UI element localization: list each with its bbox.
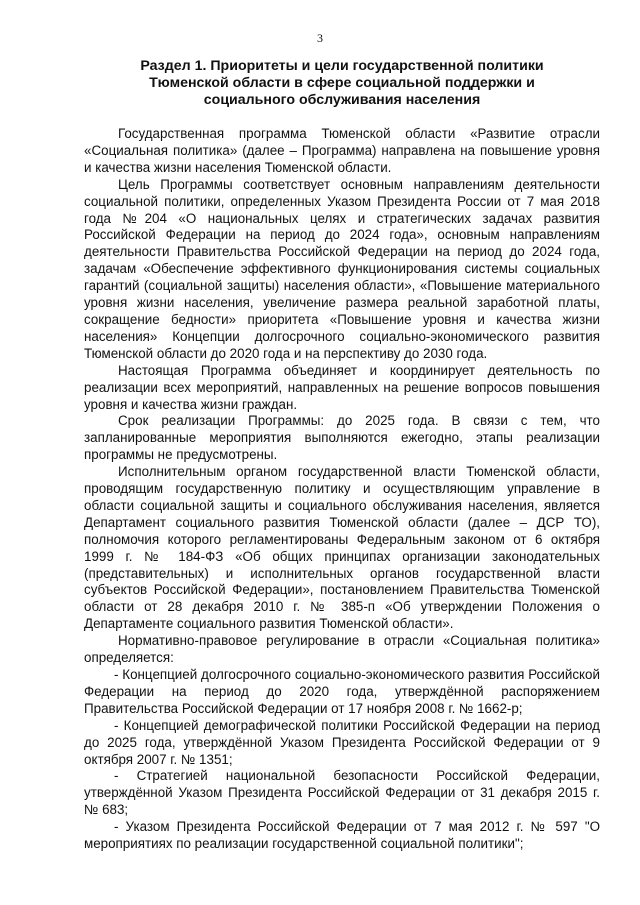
list-item: - Концепцией демографической политики Российской Федерации на период до 2025 года, утверждённой Указом Президента Российской Федерации от 9 октября 2007 г. № 1351; [84,717,600,767]
document-body [84,126,600,853]
paragraph-program-goal: Цель Программы соответствует основным направлениям деятельности социальной политики, определенных Указом Президента России от 7 мая 2018 года №204 «О национальных целях и стратегических задачах развития Российской Федерации на период до 2024 года», основным направлениям деятельности Правительства Российской Федерации на период до 2024 года, задачам «Обеспечение эффективного функционирования системы социальных гарантий (социальной защиты) населения области», «Повышение материального уровня жизни населения, увеличение размера реальной заработной платы, сокращение бедности» приоритета «Повышение уровня и качества жизни населения» Концепции долгосрочного социально-экономического развития Тюменской области до 2020 года и на перспективу до 2030 года. [84,176,600,361]
page-number: 3 [317,31,323,45]
list-item: - Указом Президента Российской Федерации от 7 мая 2012 г. № 597 "О мероприятиях по реализации государственной социальной политики"; [84,819,600,852]
paragraph-program-term: Срок реализации Программы: до 2025 года. В связи с тем, что запланированные мероприятия выполняются ежегодно, этапы реализации программы не предусмотрены. [84,413,600,463]
section-heading-line: Тюменской области в сфере социальной поддержки и [149,75,535,91]
paragraph-program-coordination: Настоящая Программа объединяет и координирует деятельность по реализации всех мероприятий, направленных на решение вопросов повышения уровня и качества жизни граждан. [84,362,600,412]
section-heading-line: социального обслуживания населения [203,92,481,108]
paragraph-executive-body: Исполнительным органом государственной власти Тюменской области, проводящим государственную политику и осуществляющим управление в области социальной защиты и социального обслуживания населения, является Департамент социального развития Тюменской области (далее – ДСР ТО), полномочия которого регламентированы Федеральным законом от 6 октября 1999 г. № 184-ФЗ «Об общих принципах организации законодательных (представительных) и исполнительных органов государственной власти субъектов Российской Федерации», постановлением Правительства Тюменской области от 28 декабря 2010 г. № 385-п «Об утверждении Положения о Департаменте социального развития Тюменской области». [84,464,600,632]
list-item: - Стратегией национальной безопасности Российской Федерации, утверждённой Указом Президента Российской Федерации от 31 декабря 2015 г. № 683; [84,768,600,818]
paragraph-regulation-intro: Нормативно-правовое регулирование в отрасли «Социальная политика» определяется: [84,633,600,666]
paragraph-program-purpose: Государственная программа Тюменской области «Развитие отрасли «Социальная политика» (далее – Программа) направлена на повышение уровня и качества жизни населения Тюменской области. [84,126,600,175]
section-heading [84,58,600,109]
list-item: - Концепцией долгосрочного социально-экономического развития Российской Федерации на период до 2020 года, утверждённой распоряжением Правительства Российской Федерации от 17 ноября 2008 г. № 1662-р; [84,667,600,716]
section-heading-line: Раздел 1. Приоритеты и цели государственной политики [140,58,544,74]
